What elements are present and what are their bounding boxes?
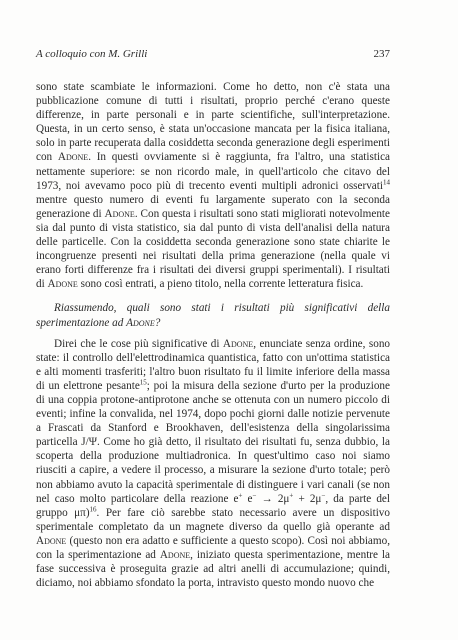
adone-smallcaps: Adone (104, 207, 135, 220)
running-head (36, 48, 390, 64)
footnote-ref-16: 16 (89, 504, 97, 513)
adone-smallcaps: Adone (47, 278, 78, 291)
adone-smallcaps: Adone (36, 534, 67, 547)
text-run: . Con questa i risultati sono stati migliorati notevolmente sia dal punto di vista statistico, sia dal punto di vista dell'analisi della natura delle particelle. Con la cosiddetta seconda generazione sono state chiarite le incongruenze presenti nei risultati della prima generazione (nella quale vi erano forti differenze fra i risultati dei diversi gruppi sperimentali). I risultati di (36, 207, 390, 291)
text-run: + 2μ (293, 492, 322, 505)
page-number: 237 (373, 48, 390, 60)
interviewer-question (36, 301, 390, 329)
text-run: sono così entrati, a pieno titolo, nella corrente letteratura fisica. (77, 278, 364, 291)
body-text (36, 80, 390, 590)
paragraph-2 (36, 337, 390, 591)
charge-superscript: + (238, 490, 243, 499)
adone-smallcaps: Adone (57, 151, 89, 164)
footnote-ref-15: 15 (139, 378, 147, 387)
text-run: mentre questo numero di eventi fu largamente superato con la seconda generazione di (36, 193, 390, 220)
text-run: , enunciate senza ordine, sono state: il controllo dell'elettrodinamica quantistica, fatto con un'ottima statistica e alti momenti trasferiti; l'altro buon risultato fu il limite inferiore della massa di un elettrone pesante (36, 337, 391, 392)
text-run: sono state scambiate le informazioni. Come ho detto, non c'è stata una pubblicazione comune di tutti i risultati, proprio perché c'erano queste differenze, in parte personali e in parte scientifiche, sull'interpretazione. Questa, in un certo senso, è stata un'occasione mancata per la fisica italiana, solo in parte recuperata dalla cosiddetta seconda generazione degli esperimenti con (36, 81, 390, 164)
running-title: A colloquio con M. Grilli (36, 48, 148, 60)
text-run: . In questi ovviamente si è raggiunta, fra l'altro, una statistica nettamente superiore: se non ricordo male, in quell'articolo che citavo del 1973, noi avevamo poco più di trecento eventi multipli adronici osservati (36, 151, 390, 192)
charge-superscript: − (321, 490, 326, 499)
charge-superscript: − (252, 490, 257, 499)
charge-superscript: + (289, 490, 294, 499)
footnote-ref-14: 14 (383, 177, 390, 186)
text-run: Direi che le cose più significative di (54, 337, 223, 350)
text-run: → 2μ (256, 492, 290, 505)
text-run: ? (154, 316, 161, 329)
adone-smallcaps: Adone (159, 549, 191, 561)
text-run: (questo non era adatto e sufficiente a questo scopo). Così noi abbiamo, con la sperimentazione ad (36, 534, 390, 561)
text-run: , iniziato questa sperimentazione, mentre la fase successiva è proseguita grazie ad altri anelli di accumulazione; quindi, diciamo, noi abbiamo sfondato la porta, intravisto questo mondo nuovo che (36, 549, 390, 590)
text-run: Riassumendo, quali sono stati i risultati più significativi della sperimentazione ad (36, 302, 390, 329)
adone-smallcaps: Adone (222, 337, 254, 350)
text-run: . Per fare ciò sarebbe stato necessario avere un dispositivo sperimentale completato da un magnete diverso da quello già operante ad (36, 506, 390, 533)
text-run: ; poi la misura della sezione d'urto per la produzione di una coppia protone-antiprotone anche se ottenuta con un numero piccolo di eventi; infine la convalida, nel 1974, dopo pochi giorni dalle notizie pervenute a Frascati da Stanford e Brookhaven, dell'esistenza della singolarissima particella J/Ψ. Come ho già detto, il risultato dei risultati fu, senza dubbio, la scoperta della produzione multiadronica. In quest'ultimo caso noi siamo riusciti a capire, a vedere il processo, a misurare la sezione d'urto totale; però non abbiamo avuto la capacità sperimentale di distinguere i vari canali (se non nel caso molto particolare della reazione e (36, 379, 390, 505)
paragraph-1 (36, 80, 390, 291)
text-run: e (242, 492, 253, 505)
adone-smallcaps: Adone (126, 316, 155, 329)
text-run: , da parte del gruppo μπ) (36, 492, 391, 519)
